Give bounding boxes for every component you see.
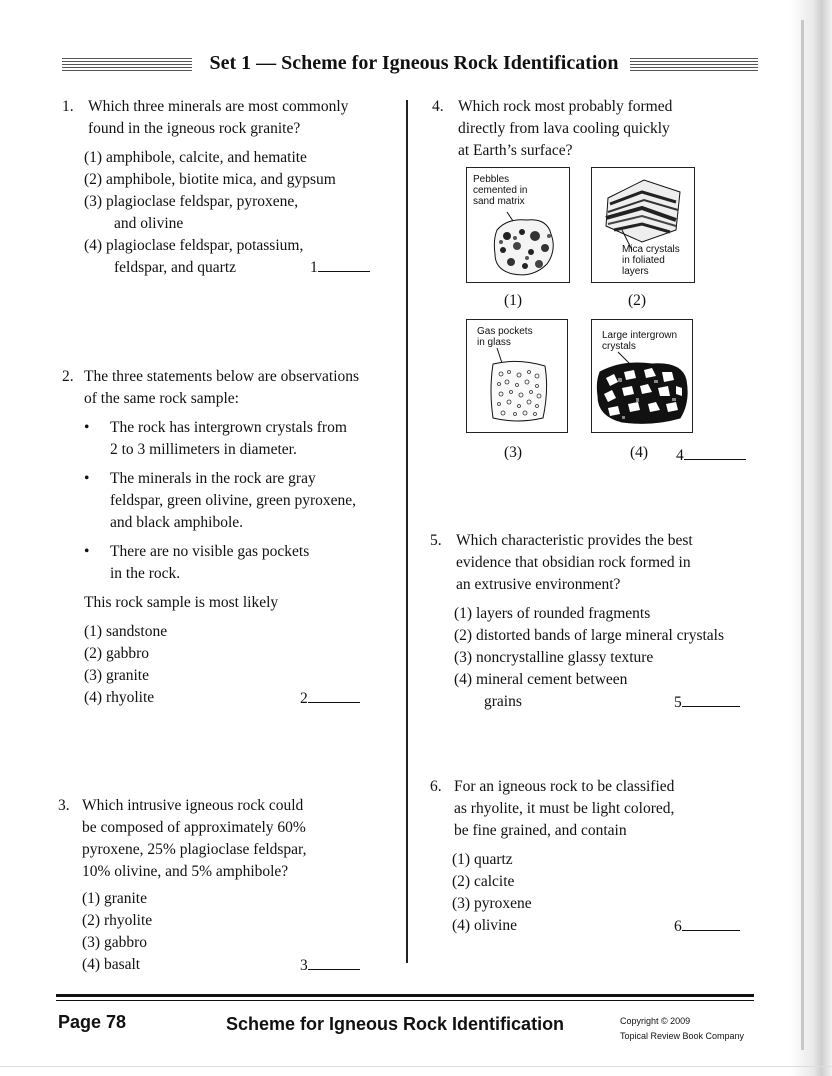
figure-gas-pockets [466, 319, 568, 433]
question-line: Which characteristic provides the best [456, 532, 693, 549]
question-line: evidence that obsidian rock formed in [456, 554, 691, 571]
answer-blank[interactable] [300, 954, 360, 977]
option-3[interactable]: (3) noncrystalline glassy texture [454, 649, 654, 666]
answer-line [682, 691, 740, 707]
answer-number: 3 [300, 957, 308, 974]
figure-caption: Large intergrown crystals [602, 330, 678, 352]
answer-number: 6 [674, 918, 682, 935]
conglomerate-rock-icon [467, 168, 569, 282]
options-list [82, 888, 152, 976]
question-2 [62, 366, 392, 716]
options-list [452, 849, 532, 937]
option-1[interactable]: (1) granite [82, 890, 147, 907]
question-number: 2. [62, 368, 74, 385]
question-line: pyroxene, 25% plagioclase feldspar, [82, 841, 307, 858]
answer-line [318, 256, 370, 272]
question-line: found in the igneous rock granite? [88, 120, 301, 137]
question-3 [58, 795, 388, 980]
question-text [454, 776, 674, 842]
option-2[interactable]: (2) gabbro [84, 645, 149, 662]
page-edge-line [801, 20, 804, 1050]
answer-line [682, 915, 740, 931]
option-1[interactable]: (1) layers of rounded fragments [454, 605, 651, 622]
answer-number: 4 [676, 447, 684, 464]
figure-pebbles [466, 167, 570, 283]
answer-blank[interactable] [300, 687, 360, 710]
page-title: Set 1 — Scheme for Igneous Rock Identification [209, 52, 619, 74]
answer-blank[interactable] [310, 256, 370, 279]
option-4[interactable]: (4) rhyolite [84, 689, 155, 706]
question-text [456, 530, 693, 596]
question-line: For an igneous rock to be classified [454, 778, 675, 795]
option-4[interactable]: (4) basalt [82, 956, 141, 973]
option-3-continued: and olivine [114, 215, 184, 232]
copyright-line: Copyright © 2009 [620, 1016, 691, 1026]
bullet-line: The minerals in the rock are gray [110, 470, 316, 487]
question-text [84, 366, 359, 410]
option-2[interactable]: (2) rhyolite [82, 912, 153, 929]
option-4[interactable]: (4) olivine [452, 917, 517, 934]
option-1[interactable]: (1) sandstone [84, 623, 168, 640]
option-2[interactable]: (2) calcite [452, 873, 515, 890]
figure-mica [591, 167, 695, 283]
option-4-continued: grains [484, 693, 522, 710]
option-3[interactable]: (3) plagioclase feldspar, pyroxene, [84, 193, 299, 210]
question-5 [430, 530, 760, 720]
bullet-line: and black amphibole. [110, 514, 243, 531]
options-list [84, 147, 336, 279]
footer-rule-thin [56, 1000, 754, 1001]
question-number: 3. [58, 797, 70, 814]
question-text [82, 795, 306, 883]
question-line: at Earth’s surface? [458, 142, 573, 159]
question-line: an extrusive environment? [456, 576, 621, 593]
page-edge-shadow [790, 0, 832, 1076]
page-number: Page 78 [58, 1012, 127, 1032]
question-line: of the same rock sample: [84, 390, 239, 407]
figure-intergrown-crystals [591, 319, 693, 433]
footer-title: Scheme for Igneous Rock Identification [226, 1014, 565, 1034]
answer-blank[interactable] [674, 915, 740, 938]
figure-label-2[interactable]: (2) [628, 292, 647, 309]
bullet-line: The rock has intergrown crystals from [110, 419, 347, 436]
answer-number: 1 [310, 259, 318, 276]
figure-caption: Pebbles cemented in sand matrix [473, 174, 528, 207]
footer-rule-thick [56, 994, 754, 997]
bullet-line: in the rock. [110, 565, 181, 582]
question-text [88, 96, 348, 140]
bullet-line: feldspar, green olivine, green pyroxene, [110, 492, 356, 509]
question-prompt: This rock sample is most likely [84, 594, 279, 611]
figure-caption: Mica crystals in foliated layers [622, 244, 680, 277]
bullet-line: There are no visible gas pockets [110, 543, 310, 560]
question-line: Which rock most probably formed [458, 98, 673, 115]
option-1[interactable]: (1) amphibole, calcite, and hematite [84, 149, 307, 166]
answer-line [308, 954, 360, 970]
option-4-continued: feldspar, and quartz [114, 259, 237, 276]
granite-rock-icon [592, 320, 692, 432]
question-1 [62, 96, 392, 286]
question-line: The three statements below are observations [84, 368, 360, 385]
option-4[interactable]: (4) mineral cement between [454, 671, 628, 688]
figure-caption: Gas pockets in glass [477, 326, 533, 348]
page-header [62, 50, 758, 80]
question-text [458, 96, 672, 162]
question-line: be fine grained, and contain [454, 822, 627, 839]
option-2[interactable]: (2) distorted bands of large mineral crystals [454, 627, 725, 644]
question-line: directly from lava cooling quickly [458, 120, 670, 137]
figure-label-1[interactable]: (1) [504, 292, 523, 309]
answer-blank-4[interactable] [676, 444, 746, 465]
option-3[interactable]: (3) granite [84, 667, 149, 684]
bullet-mark: • [84, 470, 90, 487]
figure-label-3[interactable]: (3) [504, 444, 523, 461]
figure-label-4[interactable]: (4) [630, 444, 649, 461]
bullet-mark: • [84, 419, 90, 436]
options-list [84, 621, 167, 709]
question-line: be composed of approximately 60% [82, 819, 306, 836]
option-4[interactable]: (4) plagioclase feldspar, potassium, [84, 237, 304, 254]
question-number: 6. [430, 778, 442, 795]
header-rule-left [62, 58, 192, 71]
answer-line [308, 687, 360, 703]
option-3[interactable]: (3) gabbro [82, 934, 147, 951]
bullet-line: 2 to 3 millimeters in diameter. [110, 441, 297, 458]
bullet-mark: • [84, 543, 90, 560]
header-rule-right [630, 58, 758, 71]
option-1[interactable]: (1) quartz [452, 851, 513, 868]
answer-line [684, 444, 746, 460]
question-6 [430, 776, 760, 936]
answer-number: 2 [300, 690, 308, 707]
column-divider [406, 100, 408, 963]
pumice-rock-icon [467, 320, 567, 432]
question-line: 10% olivine, and 5% amphibole? [82, 863, 289, 880]
question-number: 5. [430, 532, 442, 549]
question-line: Which intrusive igneous rock could [82, 797, 304, 814]
answer-number: 5 [674, 694, 682, 711]
question-line: Which three minerals are most commonly [88, 98, 349, 115]
company-line: Topical Review Book Company [620, 1031, 745, 1041]
answer-blank[interactable] [674, 691, 740, 714]
question-number: 4. [432, 98, 444, 115]
option-2[interactable]: (2) amphibole, biotite mica, and gypsum [84, 171, 336, 188]
option-3[interactable]: (3) pyroxene [452, 895, 532, 912]
question-number: 1. [62, 98, 74, 115]
question-line: as rhyolite, it must be light colored, [454, 800, 675, 817]
footer-copyright [620, 1014, 744, 1044]
bottom-page-line [0, 1066, 832, 1067]
